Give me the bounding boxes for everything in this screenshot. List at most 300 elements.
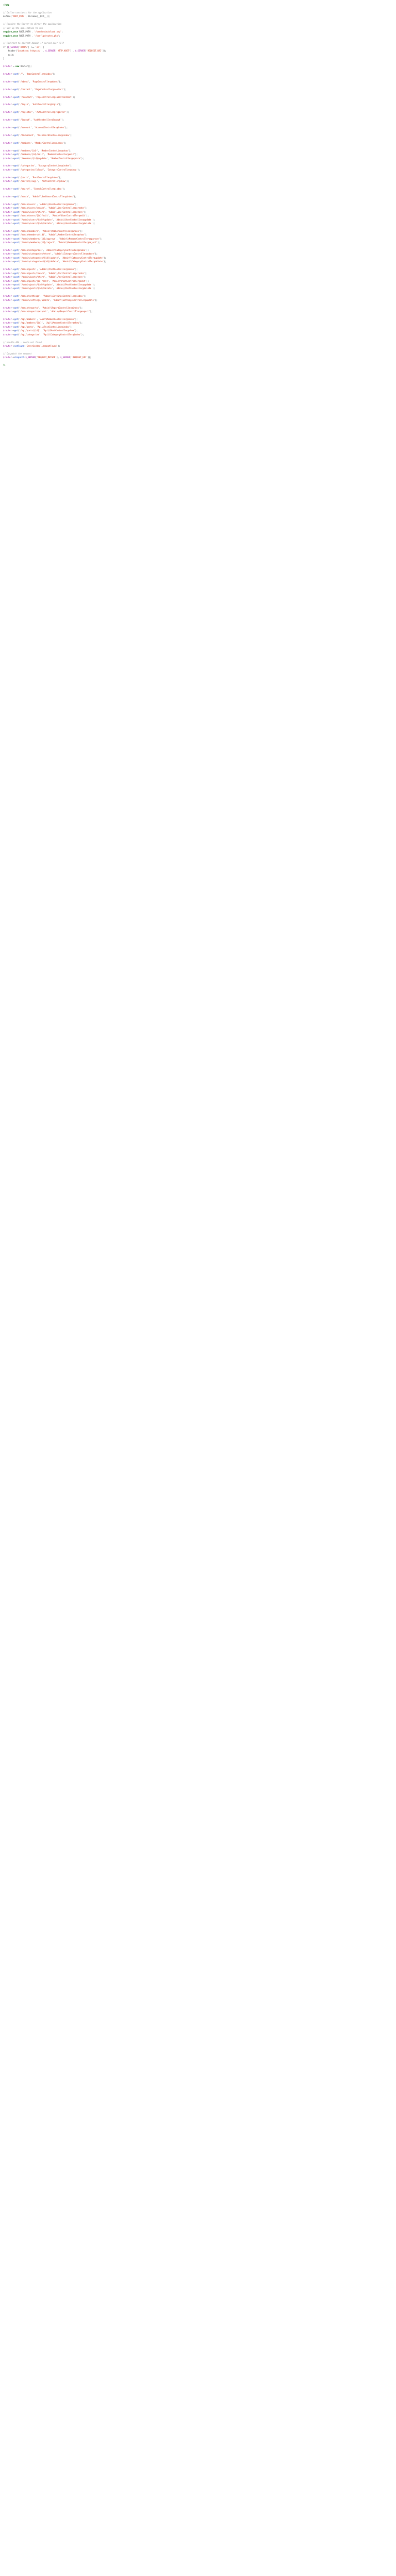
code-token: post <box>14 298 20 301</box>
code-token: $_SERVER <box>60 356 71 359</box>
code-token: ); <box>62 188 65 190</box>
code-token: 'Admin\\UserController@delete' <box>55 222 93 225</box>
code-token: ( <box>18 333 20 336</box>
code-line <box>3 298 396 302</box>
code-token: '/register' <box>19 111 33 114</box>
code-line <box>3 3 396 7</box>
code-token: 'Admin\\ReportController@export' <box>50 310 90 313</box>
code-token: , <box>23 72 26 75</box>
code-token: ( <box>18 168 20 171</box>
code-token: get <box>14 88 18 91</box>
code-token: ) { <box>40 45 44 48</box>
code-token: ); <box>92 218 95 221</box>
code-line <box>3 363 396 367</box>
code-line <box>3 317 396 321</box>
code-token: 'on' <box>35 45 41 48</box>
code-line <box>3 49 396 53</box>
code-token: post <box>14 95 20 98</box>
code-token: $router <box>3 95 12 98</box>
code-token: $router <box>3 214 12 217</box>
code-token: post <box>14 287 20 290</box>
code-token: , <box>31 141 35 144</box>
code-token: '/admin/users/store' <box>20 210 45 213</box>
code-token: , dirname(__DIR__)); <box>25 15 51 18</box>
code-token: new <box>15 65 20 67</box>
code-token: get <box>14 103 18 106</box>
code-token: $router <box>3 222 12 225</box>
code-token: ( <box>18 207 20 210</box>
code-token: , <box>49 214 52 217</box>
code-token: get <box>14 306 18 309</box>
code-line <box>3 137 396 141</box>
code-token: , <box>53 222 56 225</box>
code-token: get <box>14 80 18 83</box>
code-token: $router <box>3 149 12 152</box>
code-token: '/account' <box>19 126 32 129</box>
code-token: '/' <box>19 72 23 75</box>
code-token: -> <box>11 256 14 259</box>
code-token: -> <box>11 188 14 190</box>
code-token: -> <box>11 321 14 325</box>
code-token: '/categories' <box>19 164 36 167</box>
code-token: -> <box>11 237 14 240</box>
code-token: 'Api\\CategoryController@index' <box>43 333 81 336</box>
code-token: ); <box>80 229 83 232</box>
code-token: 'Admin\\ReportController@index' <box>41 306 80 309</box>
code-token: , <box>49 279 52 282</box>
code-token: , <box>45 272 48 275</box>
code-line <box>3 195 396 198</box>
code-token: 'AuthController@logout' <box>32 118 62 122</box>
code-token: require_once <box>3 30 18 33</box>
code-token: , <box>47 310 51 313</box>
code-token: // Set up the application to run <box>3 26 43 29</box>
code-line <box>3 122 396 126</box>
code-line <box>3 152 396 156</box>
code-token: 'AuthController@register' <box>35 111 67 114</box>
code-token: ( <box>19 210 21 213</box>
code-token: 'ErrorController@notFound' <box>25 344 58 347</box>
code-line <box>3 53 396 57</box>
code-token: $router <box>3 356 12 359</box>
code-token: -> <box>11 195 14 198</box>
code-token: , <box>34 133 37 137</box>
code-line <box>3 206 396 210</box>
code-line <box>3 41 396 45</box>
code-line <box>3 310 396 313</box>
code-token: , <box>55 241 58 244</box>
code-line <box>3 38 396 41</box>
code-token: $router <box>3 180 12 183</box>
code-token: 'HTTPS' <box>19 45 28 48</box>
code-token: $router <box>3 168 12 171</box>
code-token: -> <box>11 210 14 213</box>
code-token: '/admin/users' <box>19 202 37 206</box>
code-token: -> <box>11 72 14 75</box>
code-token: $router <box>3 188 12 190</box>
code-line <box>3 214 396 217</box>
code-token: $router <box>3 287 12 290</box>
code-token: get <box>14 272 18 275</box>
code-line <box>3 294 396 298</box>
code-token: '/members/{id}/update' <box>20 157 48 160</box>
code-line <box>3 7 396 10</box>
code-token: $router <box>3 133 12 137</box>
code-token: '/admin/categories' <box>19 249 43 251</box>
code-token: $router <box>3 118 12 122</box>
code-token: '/admin/users/create' <box>19 207 45 210</box>
code-token: 'Admin\\MemberController@reject' <box>58 241 98 244</box>
code-token: 'Admin\\UserController@edit' <box>51 214 87 217</box>
code-line <box>3 218 396 222</box>
code-token: 'Admin\\UserController@update' <box>55 218 93 221</box>
code-line <box>3 283 396 286</box>
code-token: ); <box>81 333 84 336</box>
code-line <box>3 45 396 49</box>
code-token: 'MemberController@edit' <box>46 153 75 156</box>
code-token: ); <box>85 272 88 275</box>
code-token: post <box>14 157 20 160</box>
code-token: , <box>38 180 41 183</box>
code-token: ); <box>75 268 78 271</box>
code-line <box>3 260 396 263</box>
code-token: -> <box>11 298 14 301</box>
code-token: ); <box>95 298 98 301</box>
code-token: '/admin/posts/{id}/delete' <box>20 287 53 290</box>
code-token: '/admin/settings' <box>19 295 41 298</box>
code-line <box>3 241 396 244</box>
code-token: ( <box>18 229 20 232</box>
code-token: ( <box>19 283 21 286</box>
code-token: -> <box>11 149 14 152</box>
code-token: post <box>14 241 20 244</box>
code-token: define( <box>3 15 12 18</box>
code-line <box>3 229 396 233</box>
code-token: -> <box>11 202 14 206</box>
code-token: // Dispatch the request <box>3 352 32 355</box>
code-line <box>3 245 396 248</box>
code-token: get <box>14 229 18 232</box>
code-token: '/contact' <box>19 88 32 91</box>
code-token: 'Api\\PostController@show' <box>43 329 75 332</box>
code-token: '/admin/posts' <box>19 268 37 271</box>
code-token: 'REQUEST_URI' <box>86 49 103 53</box>
code-line <box>3 183 396 187</box>
code-token: get <box>14 153 18 156</box>
code-token: 'Admin\\CategoryController@index' <box>45 249 87 251</box>
code-line <box>3 88 396 91</box>
code-line <box>3 83 396 87</box>
code-line <box>3 110 396 114</box>
code-token: ); <box>84 210 87 213</box>
code-line <box>3 248 396 252</box>
code-line <box>3 80 396 83</box>
code-token: $router <box>3 279 12 282</box>
code-token: '/search' <box>19 188 31 190</box>
code-token: 'Api\\MemberController@index' <box>39 317 75 320</box>
code-token: ( <box>18 72 20 75</box>
code-line <box>3 279 396 283</box>
code-token: '/contact' <box>20 95 33 98</box>
code-token: '/dashboard' <box>19 133 35 137</box>
code-token: get <box>14 249 18 251</box>
code-token: 'Admin\\MemberController@approve' <box>59 237 100 240</box>
code-token: . <box>41 49 45 53</box>
code-token: get <box>14 202 18 206</box>
code-token: $router <box>3 333 12 336</box>
code-token: ( <box>18 188 20 190</box>
code-token: $router <box>3 88 12 91</box>
code-token: , <box>44 168 47 171</box>
code-token: $router <box>3 276 12 279</box>
code-token: ); <box>75 329 78 332</box>
code-token: $router <box>3 65 12 67</box>
code-token: '/vendor/autoload.php' <box>34 30 62 33</box>
code-token: // Handle 404 - route not found <box>3 341 42 344</box>
code-token: -> <box>11 157 14 160</box>
code-token: , <box>34 325 37 328</box>
code-token: get <box>14 111 18 114</box>
code-token: get <box>14 72 18 75</box>
code-token: , <box>45 276 48 279</box>
code-line <box>3 176 396 179</box>
code-token: ); <box>70 325 73 328</box>
code-line <box>3 198 396 202</box>
code-token: , <box>32 111 36 114</box>
code-token: -> <box>11 310 14 313</box>
code-token: get <box>14 329 18 332</box>
code-line <box>3 168 396 172</box>
code-token: [ <box>18 45 20 48</box>
code-token: $router <box>3 103 12 106</box>
code-token: ( <box>19 237 21 240</box>
code-token: , <box>45 233 48 236</box>
code-line <box>3 19 396 22</box>
code-token: post <box>14 218 20 221</box>
code-token: get <box>14 295 18 298</box>
code-token: '/posts' <box>19 176 29 179</box>
code-line <box>3 95 396 99</box>
code-token: -> <box>11 111 14 114</box>
code-token: ( <box>18 176 20 179</box>
code-token: -> <box>11 141 14 144</box>
code-token: -> <box>11 356 14 359</box>
code-token: ( <box>19 218 21 221</box>
code-line <box>3 237 396 241</box>
code-token: , <box>38 149 41 152</box>
code-token: '/admin/posts/store' <box>20 276 45 279</box>
code-token: exit; <box>3 53 14 56</box>
code-token: ?> <box>3 364 6 367</box>
code-token: $router <box>3 80 12 83</box>
code-token: 'AccountController@index' <box>34 126 65 129</box>
code-token: , <box>29 80 32 83</box>
code-token: get <box>14 149 18 152</box>
code-token: '/admin/categories/{id}/delete' <box>20 260 59 263</box>
code-token: , <box>35 164 38 167</box>
code-token: 'AuthController@login' <box>31 103 59 106</box>
code-token: -> <box>11 80 14 83</box>
code-token: ; <box>59 34 60 37</box>
code-token: 'Admin\\PostController@edit' <box>51 279 87 282</box>
code-token: ); <box>90 310 93 313</box>
code-token: -> <box>11 317 14 320</box>
code-token: -> <box>11 252 14 256</box>
code-token: , <box>43 249 45 251</box>
code-token: '/admin/categories/store' <box>20 252 52 256</box>
code-line <box>3 14 396 18</box>
code-token: ); <box>92 283 95 286</box>
code-token: -> <box>11 306 14 309</box>
code-token: ( <box>19 157 21 160</box>
code-token: ); <box>75 153 78 156</box>
code-token: , <box>40 329 43 332</box>
code-token: '/admin/categories/{id}/update' <box>20 256 59 259</box>
code-token: 'Admin\\PostController@index' <box>39 268 75 271</box>
code-token: ( <box>18 268 20 271</box>
code-token: -> <box>11 164 14 167</box>
code-token: $router <box>3 237 12 240</box>
code-token: ( <box>19 276 21 279</box>
code-line <box>3 34 396 38</box>
code-token: ); <box>92 222 95 225</box>
code-token: '/admin/users/{id}/update' <box>20 218 53 221</box>
code-token: ( <box>18 111 20 114</box>
code-token: ROOT_PATH . <box>18 34 35 37</box>
code-token: , <box>32 95 36 98</box>
code-token: ( <box>18 317 20 320</box>
code-token: if ( <box>3 45 8 48</box>
code-token: get <box>14 141 18 144</box>
code-token: post <box>14 276 20 279</box>
code-token: '/members/{id}' <box>19 149 38 152</box>
code-token: -> <box>11 118 14 122</box>
code-token: -> <box>11 133 14 137</box>
code-line <box>3 68 396 72</box>
code-token: ); <box>59 80 62 83</box>
code-token: ); <box>74 195 77 198</box>
code-token: get <box>14 168 18 171</box>
code-token: , <box>31 88 35 91</box>
code-line <box>3 133 396 137</box>
code-token: , <box>37 317 39 320</box>
code-token: ( <box>18 80 20 83</box>
code-token: '/admin/posts/{id}/edit' <box>19 279 50 282</box>
code-line <box>3 336 396 340</box>
code-token: get <box>14 133 18 137</box>
code-token: ] . <box>70 49 75 53</box>
code-token: $router <box>3 164 12 167</box>
code-line <box>3 360 396 363</box>
code-token: ); <box>80 306 83 309</box>
code-token: -> <box>11 249 14 251</box>
code-token: '/admin/reports' <box>19 306 39 309</box>
code-token: ); <box>84 276 87 279</box>
code-token: 'SearchController@index' <box>32 188 63 190</box>
code-token: 'Api\\PostController@index' <box>37 325 71 328</box>
code-token: ); <box>61 118 64 122</box>
code-line <box>3 149 396 152</box>
code-token: $router <box>3 298 12 301</box>
code-token: post <box>14 256 20 259</box>
code-token: ); <box>59 176 62 179</box>
code-token: 'Admin\\SettingsController@update' <box>53 298 95 301</box>
code-line <box>3 91 396 95</box>
code-token: ( <box>18 272 20 275</box>
code-token: $router <box>3 153 12 156</box>
code-token: ( <box>18 149 20 152</box>
code-token: post <box>14 237 20 240</box>
code-token: $router <box>3 195 12 198</box>
code-token: 'Admin\\MemberController@show' <box>47 233 85 236</box>
code-token: , <box>53 218 56 221</box>
code-token: '/admin/posts/{id}/update' <box>20 283 53 286</box>
code-token: ); <box>104 256 106 259</box>
code-token: -> <box>11 283 14 286</box>
code-token: $_SERVER <box>8 45 18 48</box>
code-token: $router <box>3 218 12 221</box>
code-token: 'HomeController@index' <box>25 72 53 75</box>
code-token: , <box>40 333 43 336</box>
code-token: , <box>40 295 43 298</box>
code-token: $_SERVER <box>75 49 85 53</box>
code-token: ( <box>18 202 20 206</box>
code-token: ); <box>70 164 73 167</box>
code-token: get <box>14 233 18 236</box>
code-token: ); <box>69 149 72 152</box>
code-token: '/categories/{slug}' <box>19 168 44 171</box>
code-line <box>3 22 396 26</box>
code-token: ]); <box>87 356 92 359</box>
code-token: $router <box>3 141 12 144</box>
code-line <box>3 145 396 148</box>
code-token: notFound <box>14 344 24 347</box>
code-token: 'Admin\\SettingsController@index' <box>43 295 84 298</box>
code-token: , <box>53 287 56 290</box>
code-token: $router <box>3 256 12 259</box>
code-token: ( <box>18 180 20 183</box>
code-line <box>3 191 396 194</box>
code-line <box>3 252 396 256</box>
code-token: '/admin/posts/create' <box>19 272 45 275</box>
code-token: ]); <box>102 49 106 53</box>
code-token: get <box>14 164 18 167</box>
code-token: $router <box>3 210 12 213</box>
code-token: ); <box>72 95 75 98</box>
code-line <box>3 321 396 325</box>
code-line <box>3 57 396 60</box>
code-line <box>3 302 396 306</box>
code-token: post <box>14 260 20 263</box>
code-token: , <box>39 306 42 309</box>
code-token: $router <box>3 344 12 347</box>
code-token: $router <box>3 295 12 298</box>
code-line <box>3 222 396 225</box>
code-line <box>3 264 396 267</box>
code-token: $router <box>3 249 12 251</box>
code-token: '/logout' <box>19 118 31 122</box>
code-token: 'Admin\\PostController@update' <box>55 283 93 286</box>
code-token: ( <box>19 222 21 225</box>
code-token: get <box>14 118 18 122</box>
code-token: , <box>43 321 45 325</box>
code-line <box>3 225 396 229</box>
code-token: ( <box>18 103 20 106</box>
code-token: , <box>37 202 39 206</box>
code-line <box>3 272 396 275</box>
code-token: , <box>29 195 32 198</box>
code-token: -> <box>11 325 14 328</box>
